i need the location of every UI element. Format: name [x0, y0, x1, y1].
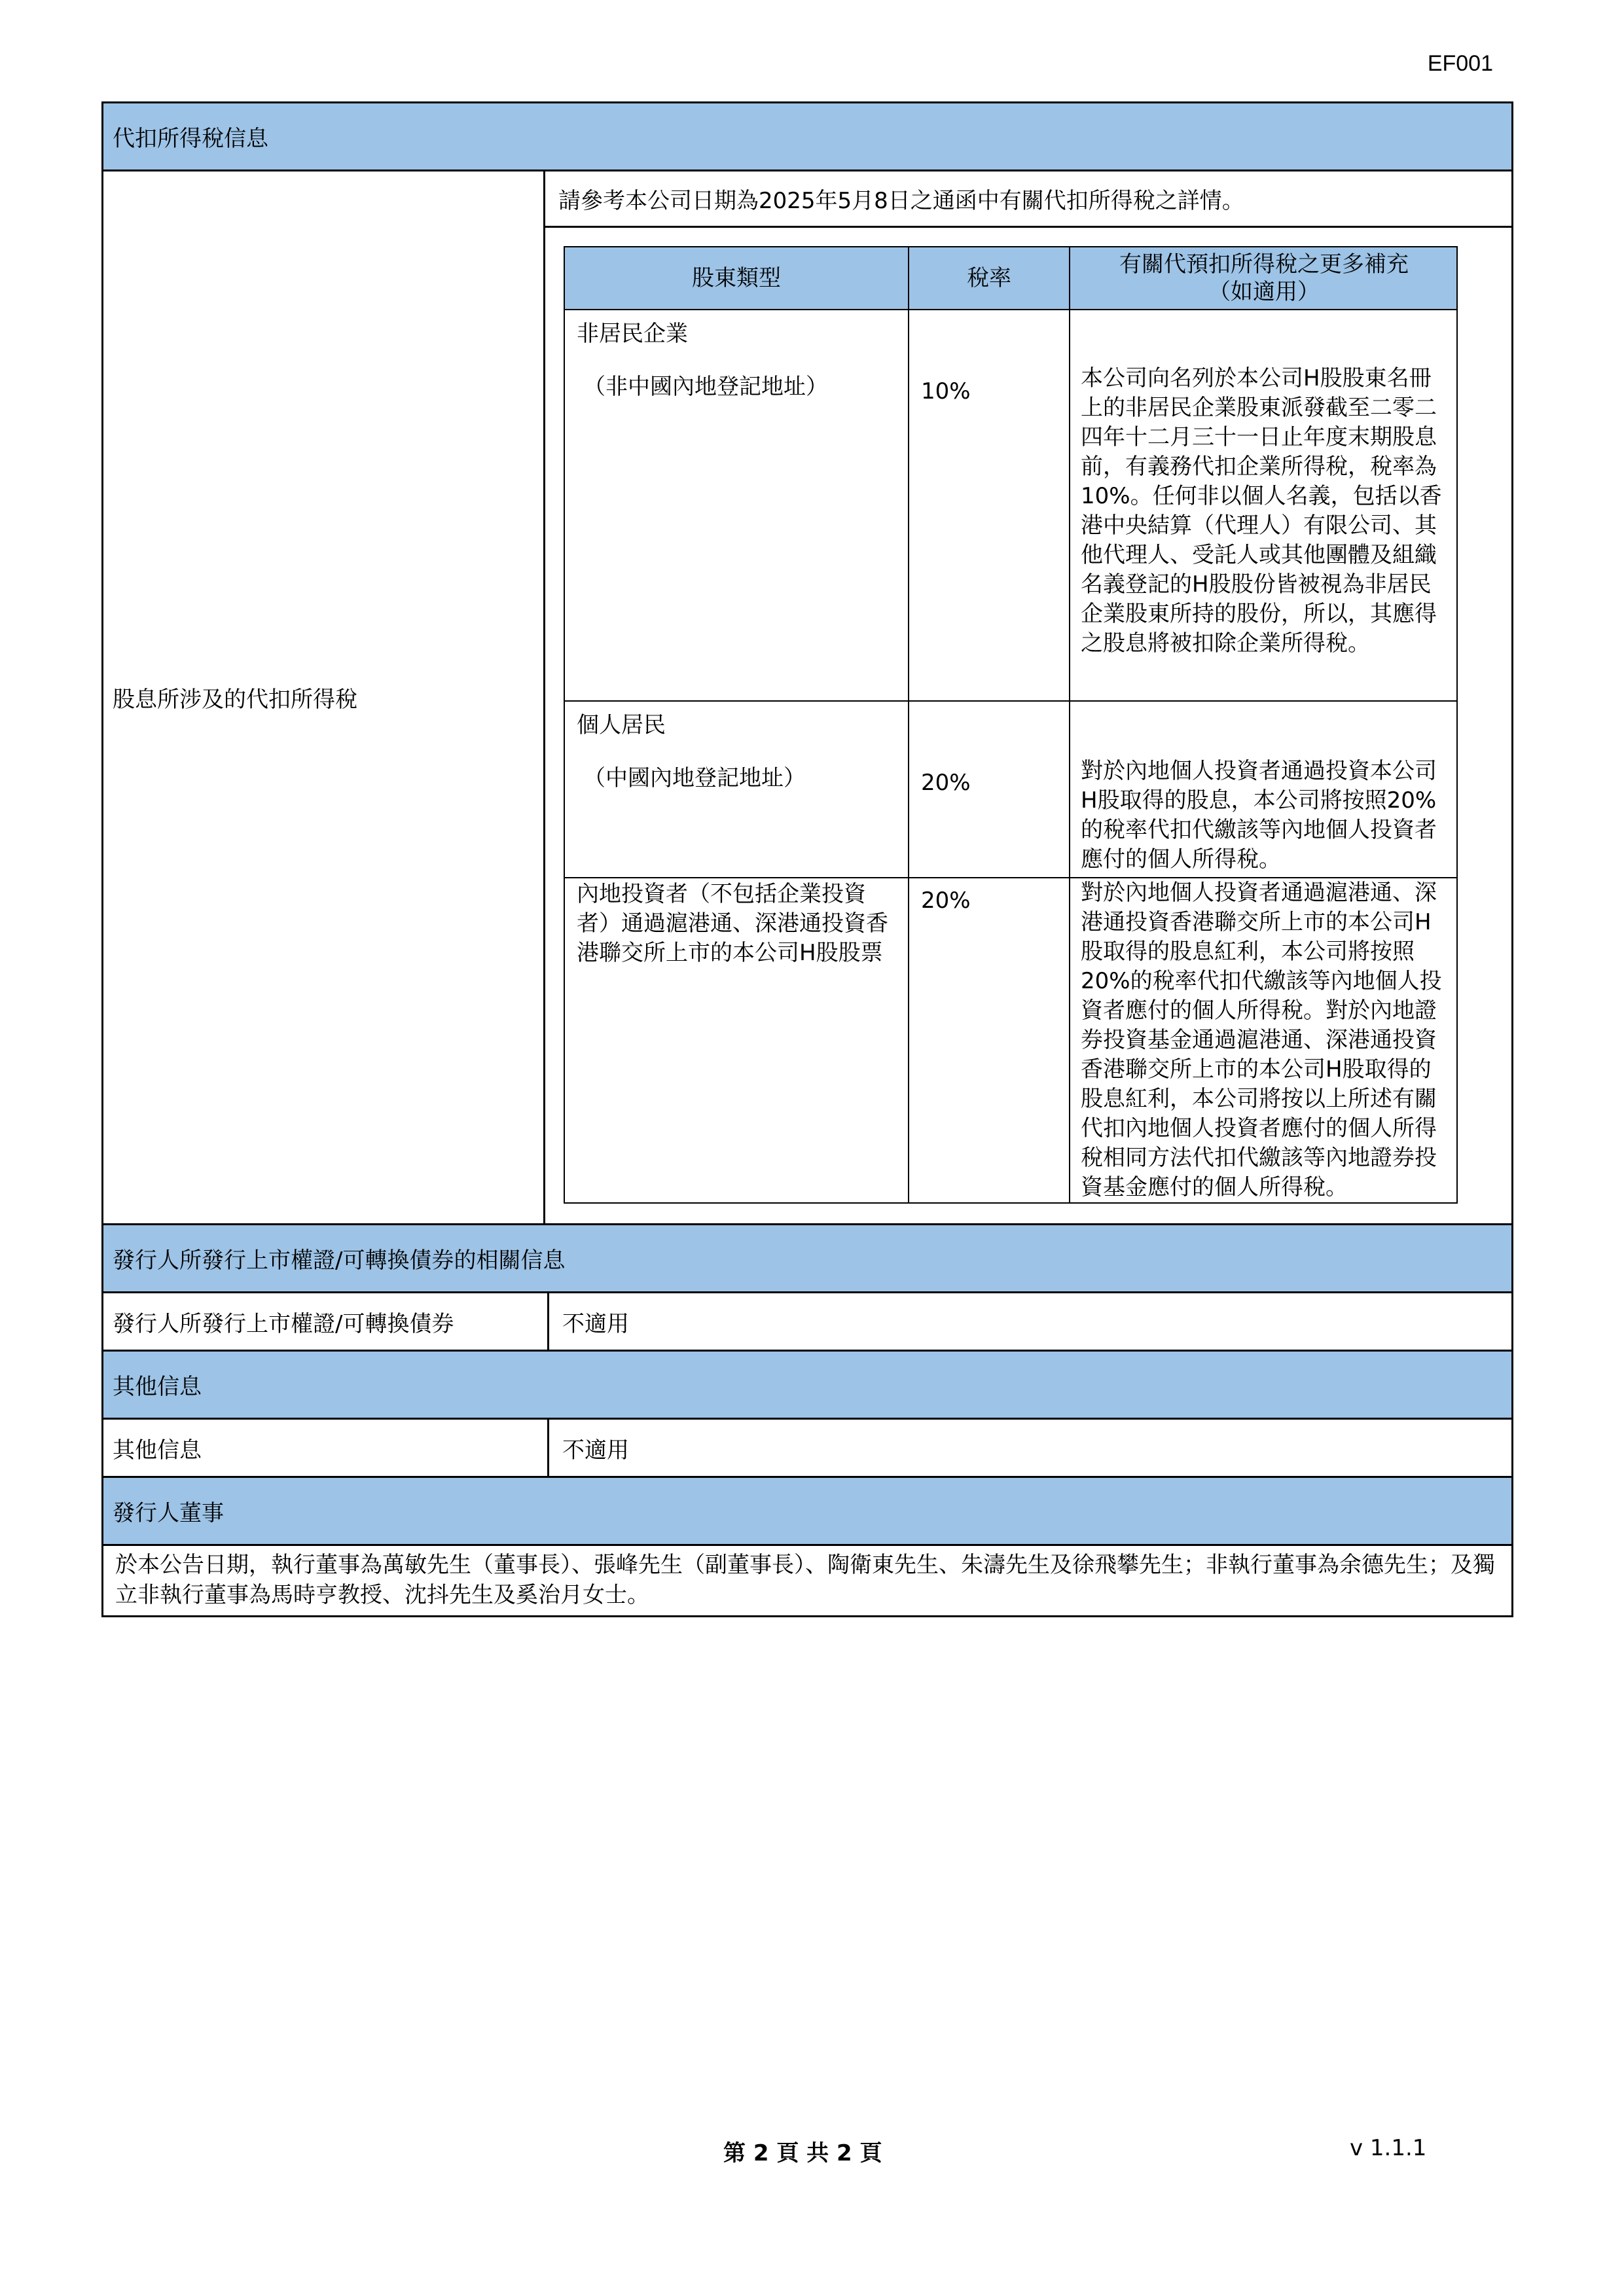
withholding-tax-content	[545, 171, 1511, 1223]
other-info-row	[103, 1420, 1511, 1478]
tax-rate-cell	[909, 701, 1070, 878]
warrants-row	[103, 1293, 1511, 1352]
notes-cell: 對於內地個人投資者通過投資本公司H股取得的股息，本公司將按照20%的稅率代扣代繳該等內地個人投資者應付的個人所得稅。	[1070, 701, 1457, 878]
notes-cell: 本公司向名列於本公司H股股東名冊上的非居民企業股東派發截至二零二四年十二月三十一日止年度末期股息前，有義務代扣企業所得稅，稅率為10%。任何非以個人名義，包括以香港中央結算（代理人）有限公司、其他代理人、受託人或其他團體及組織名義登記的H股股份皆被視為非居民企業股東所持的股份，所以，其應得之股息將被扣除企業所得稅。	[1070, 310, 1457, 701]
shareholder-type-cell: 內地投資者（不包括企業投資者）通過滬港通、深港通投資香港聯交所上市的本公司H股股票	[564, 878, 909, 1203]
col-header-notes	[1070, 247, 1457, 310]
tax-rate: 10%	[921, 378, 971, 404]
directors-text: 於本公告日期，執行董事為萬敏先生（董事長）、張峰先生（副董事長）、陶衛東先生、朱濤先生及徐飛攀先生；非執行董事為余德先生；及獨立非執行董事為馬時亨教授、沈抖先生及奚治月女士。	[115, 1552, 1495, 1608]
section-header-warrants: 發行人所發行上市權證/可轉換債券的相關信息	[103, 1225, 1511, 1293]
section-header-withholding-tax: 代扣所得稅信息	[103, 103, 1511, 171]
notes-cell: 對於內地個人投資者通過滬港通、深港通投資香港聯交所上市的本公司H股取得的股息紅利，本公司將按照20%的稅率代扣代繳該等內地個人投資者應付的個人所得稅。對於內地證券投資基金通過滬港通、深港通投資香港聯交所上市的本公司H股取得的股息紅利，本公司將按以上所述有關代扣內地個人投資者應付的個人所得稅相同方法代扣代繳該等內地證券投資基金應付的個人所得稅。	[1070, 878, 1457, 1203]
withholding-tax-row	[103, 171, 1511, 1225]
col-header-tax-rate: 稅率	[909, 247, 1070, 310]
tax-rate-cell	[909, 310, 1070, 701]
tax-rate: 20%	[921, 770, 971, 796]
col-header-notes-line2: （如適用）	[1208, 279, 1320, 305]
col-header-shareholder-type: 股東類型	[564, 247, 909, 310]
version-label: v 1.1.1	[1350, 2135, 1427, 2161]
shareholder-type-cell	[564, 310, 909, 701]
table-row	[564, 701, 1457, 878]
shareholder-type-sub: （非中國內地登記地址）	[583, 374, 828, 400]
withholding-tax-label: 股息所涉及的代扣所得稅	[103, 171, 545, 1223]
warrants-label: 發行人所發行上市權證/可轉換債券	[103, 1293, 549, 1350]
shareholder-type: 個人居民	[577, 712, 666, 738]
tax-rate-table	[564, 246, 1458, 1204]
warrants-value: 不適用	[562, 1310, 629, 1337]
shareholder-type: 非居民企業	[577, 321, 688, 347]
tax-rate-cell: 20%	[909, 878, 1070, 1203]
col-header-notes-line1: 有關代預扣所得稅之更多補充	[1119, 251, 1409, 278]
table-row	[564, 310, 1457, 701]
table-row	[564, 878, 1457, 1203]
other-info-value: 不適用	[562, 1437, 629, 1463]
form-code: EF001	[1427, 51, 1493, 76]
tax-rate-table-header	[564, 247, 1457, 310]
other-info-label: 其他信息	[103, 1420, 549, 1476]
page-indicator: 第 2 頁 共 2 頁	[723, 2140, 882, 2166]
shareholder-type-cell	[564, 701, 909, 878]
announcement-table	[101, 101, 1513, 1617]
shareholder-type-sub: （中國內地登記地址）	[583, 765, 806, 791]
section-header-other-info: 其他信息	[103, 1352, 1511, 1420]
section-header-directors: 發行人董事	[103, 1478, 1511, 1546]
circular-reference-text: 請參考本公司日期為2025年5月8日之通函中有關代扣所得稅之詳情。	[545, 171, 1511, 228]
tax-rate-table-wrapper	[545, 228, 1511, 1223]
